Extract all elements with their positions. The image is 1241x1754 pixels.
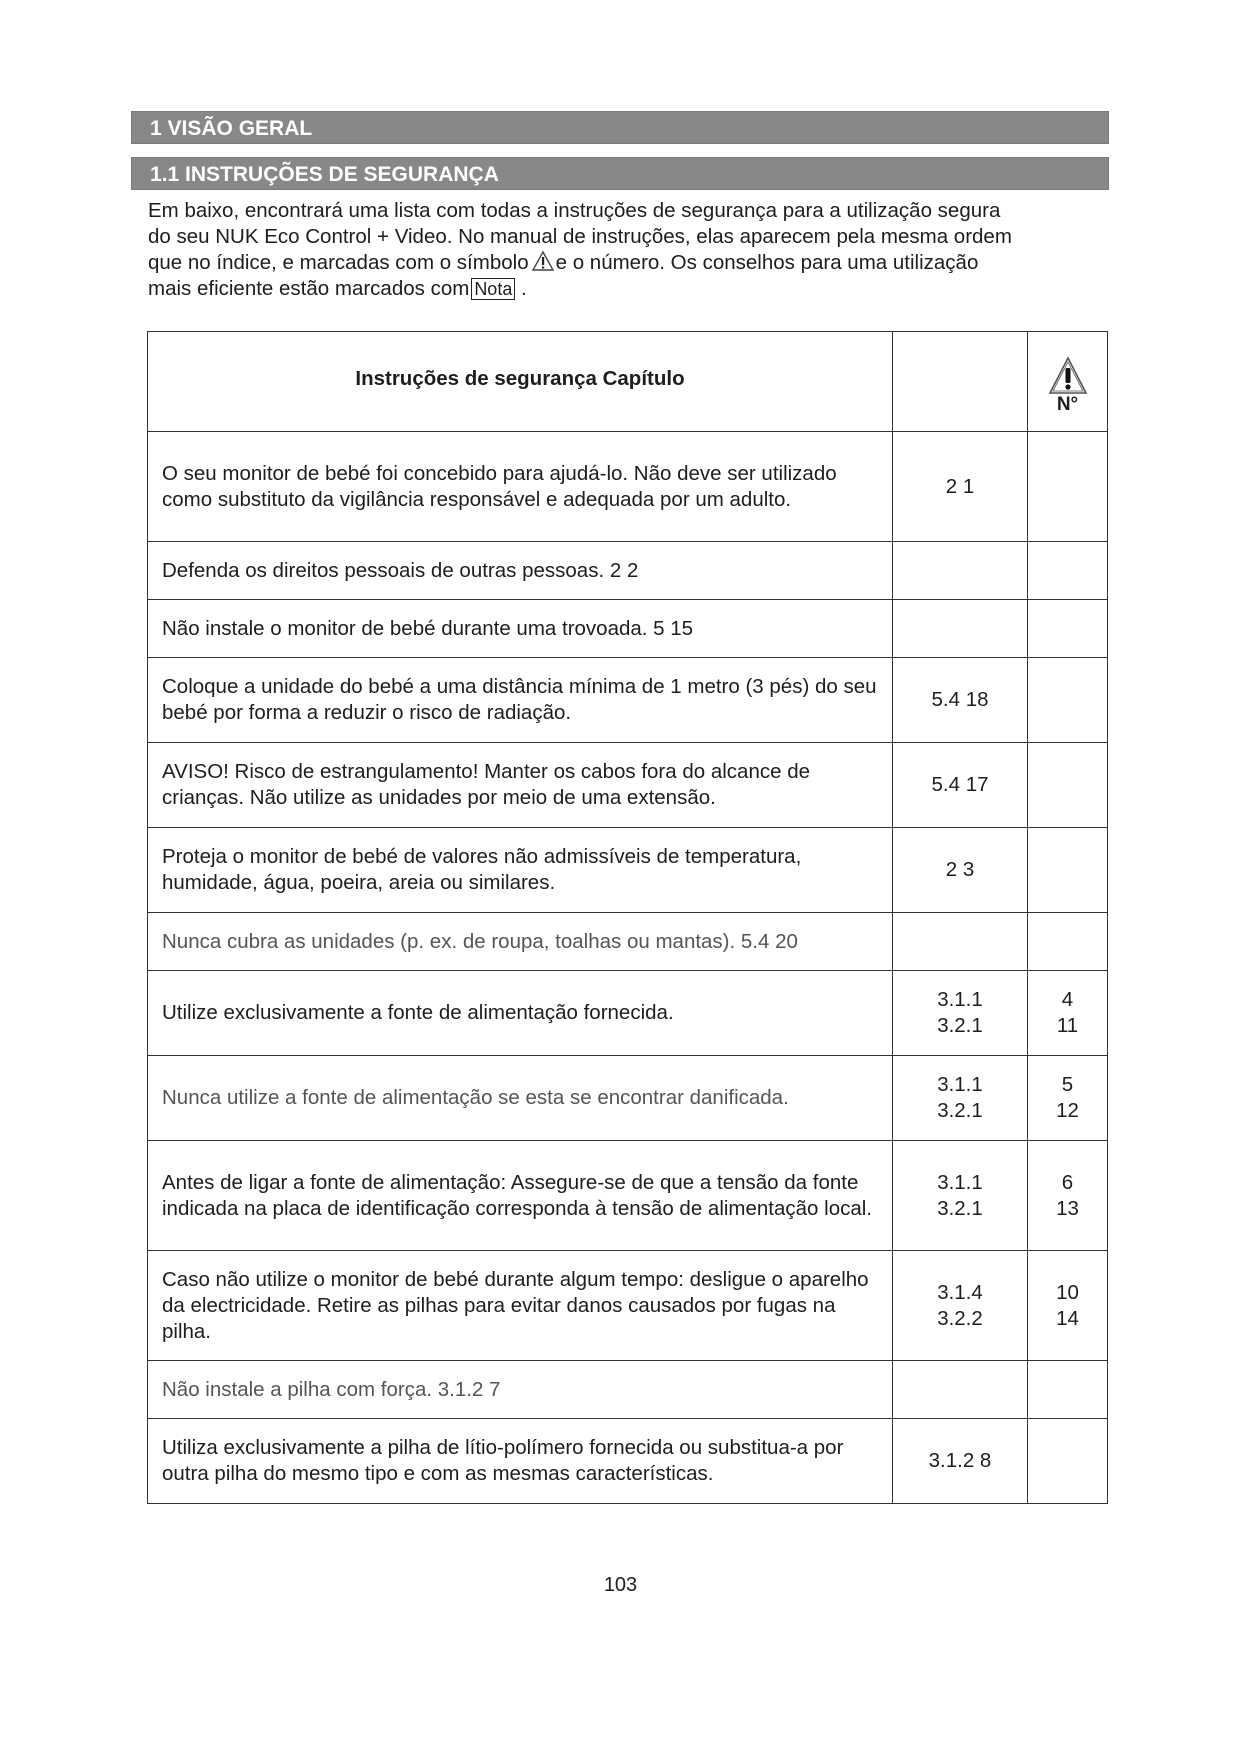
instruction-text: Não instale o monitor de bebé durante uma trovoada. 5 15 xyxy=(148,600,893,658)
chapter-cell: 3.1.1 3.2.1 xyxy=(893,1141,1028,1251)
header-chapter-cell xyxy=(893,332,1028,432)
table-row xyxy=(148,743,1108,828)
number-cell xyxy=(1028,432,1108,542)
table-row xyxy=(148,828,1108,913)
warning-triangle-icon xyxy=(1048,356,1088,396)
warning-triangle-icon xyxy=(531,250,555,272)
instruction-text: AVISO! Risco de estrangulamento! Manter os cabos fora do alcance de crianças. Não utilize as unidades por meio de uma extensão. xyxy=(148,743,893,828)
number-cell: 5 12 xyxy=(1028,1056,1108,1141)
table-row xyxy=(148,913,1108,971)
number-cell xyxy=(1028,542,1108,600)
intro-line-4 xyxy=(148,276,1098,302)
table-row xyxy=(148,1251,1108,1361)
chapter-cell: 2 1 xyxy=(893,432,1028,542)
instruction-text: Antes de ligar a fonte de alimentação: Assegure-se de que a tensão da fonte indicada na placa de identificação corresponda à tensão de alimentação local. xyxy=(148,1141,893,1251)
instruction-text: Coloque a unidade do bebé a uma distância mínima de 1 metro (3 pés) do seu bebé por forma a reduzir o risco de radiação. xyxy=(148,658,893,743)
header-number-cell xyxy=(1028,332,1108,432)
table-row xyxy=(148,542,1108,600)
intro-line-3-start: que no índice, e marcadas com o símbolo xyxy=(148,251,529,274)
instruction-text: Nunca utilize a fonte de alimentação se esta se encontrar danificada. xyxy=(148,1056,893,1141)
safety-instructions-table xyxy=(147,331,1108,1504)
number-cell xyxy=(1028,743,1108,828)
number-cell: 6 13 xyxy=(1028,1141,1108,1251)
table-row xyxy=(148,1056,1108,1141)
table-row xyxy=(148,658,1108,743)
table-row xyxy=(148,1419,1108,1504)
table-header-row xyxy=(148,332,1108,432)
table-row xyxy=(148,971,1108,1056)
header-title: Instruções de segurança Capítulo xyxy=(355,366,685,390)
header-title-cell xyxy=(148,332,893,432)
intro-line-1: Em baixo, encontrará uma lista com todas a instruções de segurança para a utilização segura xyxy=(148,199,1001,222)
intro-line-3 xyxy=(148,250,1098,276)
page-number: 103 xyxy=(603,1574,638,1596)
table-row xyxy=(148,600,1108,658)
instruction-text: Utiliza exclusivamente a pilha de lítio-polímero fornecida ou substitua-a por outra pilha do mesmo tipo e com as mesmas características. xyxy=(148,1419,893,1504)
intro-line-3-end: e o número. Os conselhos para uma utilização xyxy=(555,251,979,274)
instruction-text: Proteja o monitor de bebé de valores não admissíveis de temperatura, humidade, água, poeira, areia ou similares. xyxy=(148,828,893,913)
table-row xyxy=(148,1141,1108,1251)
chapter-cell xyxy=(893,913,1028,971)
chapter-cell: 3.1.1 3.2.1 xyxy=(893,1056,1028,1141)
chapter-cell xyxy=(893,1361,1028,1419)
number-cell xyxy=(1028,600,1108,658)
chapter-cell: 3.1.2 8 xyxy=(893,1419,1028,1504)
number-cell xyxy=(1028,1419,1108,1504)
number-cell xyxy=(1028,913,1108,971)
table-row xyxy=(148,432,1108,542)
chapter-cell xyxy=(893,600,1028,658)
number-cell xyxy=(1028,828,1108,913)
instruction-text: Não instale a pilha com força. 3.1.2 7 xyxy=(148,1361,893,1419)
chapter-cell: 5.4 17 xyxy=(893,743,1028,828)
chapter-cell: 3.1.1 3.2.1 xyxy=(893,971,1028,1056)
instruction-text: Caso não utilize o monitor de bebé durante algum tempo: desligue o aparelho da electricidade. Retire as pilhas para evitar danos causados por fugas na pilha. xyxy=(148,1251,893,1361)
instruction-text: O seu monitor de bebé foi concebido para ajudá-lo. Não deve ser utilizado como substituto da vigilância responsável e adequada por um adulto. xyxy=(148,432,893,542)
table-row xyxy=(148,1361,1108,1419)
number-cell xyxy=(1028,1361,1108,1419)
header-number-label: N° xyxy=(1056,393,1079,415)
section-heading: 1 VISÃO GERAL xyxy=(131,111,1109,144)
number-cell: 4 11 xyxy=(1028,971,1108,1056)
chapter-cell: 2 3 xyxy=(893,828,1028,913)
intro-line-2: do seu NUK Eco Control + Video. No manual de instruções, elas aparecem pela mesma ordem xyxy=(148,225,1012,248)
intro-line-4-end: . xyxy=(515,277,527,300)
instruction-text: Utilize exclusivamente a fonte de alimentação fornecida. xyxy=(148,971,893,1056)
number-cell: 10 14 xyxy=(1028,1251,1108,1361)
chapter-cell: 3.1.4 3.2.2 xyxy=(893,1251,1028,1361)
intro-line-4-start: mais eficiente estão marcados com xyxy=(148,277,470,300)
intro-paragraph xyxy=(148,198,1098,302)
number-cell xyxy=(1028,658,1108,743)
chapter-cell xyxy=(893,542,1028,600)
subsection-heading: 1.1 INSTRUÇÕES DE SEGURANÇA xyxy=(131,157,1109,190)
instruction-text: Nunca cubra as unidades (p. ex. de roupa, toalhas ou mantas). 5.4 20 xyxy=(148,913,893,971)
chapter-cell: 5.4 18 xyxy=(893,658,1028,743)
instruction-text: Defenda os direitos pessoais de outras pessoas. 2 2 xyxy=(148,542,893,600)
nota-box: Nota xyxy=(471,278,515,300)
